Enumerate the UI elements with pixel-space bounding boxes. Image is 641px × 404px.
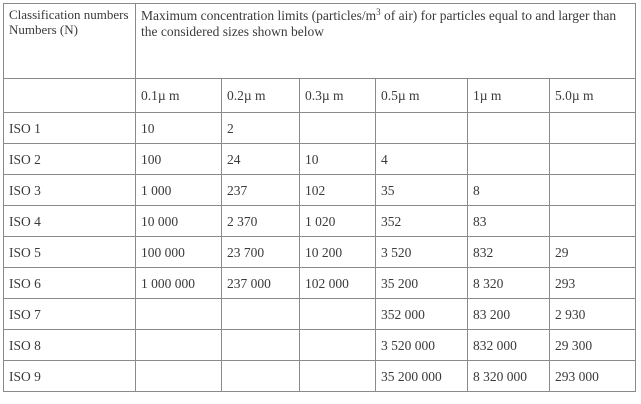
table-row (4, 299, 636, 330)
concentration-cell (550, 144, 636, 175)
table-row (4, 206, 636, 237)
concentration-cell: 2 370 (222, 206, 300, 237)
concentration-cell: 1 020 (300, 206, 376, 237)
concentration-cell: 35 200 000 (376, 361, 468, 392)
concentration-cell: 352 (376, 206, 468, 237)
concentration-cell: 2 (222, 113, 300, 144)
iso-class-cell: ISO 3 (4, 175, 136, 206)
concentration-cell (300, 361, 376, 392)
concentration-cell: 293 000 (550, 361, 636, 392)
concentration-cell: 35 200 (376, 268, 468, 299)
concentration-cell (550, 175, 636, 206)
concentration-cell: 35 (376, 175, 468, 206)
iso-class-cell: ISO 7 (4, 299, 136, 330)
size-header-cell: 0.2µ m (222, 79, 300, 113)
concentration-cell: 237 000 (222, 268, 300, 299)
limits-header-text-end: of air) for particles equal to and larger than the considered sizes shown below (141, 8, 617, 39)
concentration-cell: 10 000 (136, 206, 222, 237)
concentration-cell (136, 299, 222, 330)
size-header-cell: 1µ m (468, 79, 550, 113)
concentration-cell: 1 000 000 (136, 268, 222, 299)
concentration-cell (300, 330, 376, 361)
table-row (4, 268, 636, 299)
concentration-cell: 8 320 (468, 268, 550, 299)
concentration-cell (550, 206, 636, 237)
concentration-cell: 102 (300, 175, 376, 206)
concentration-cell (468, 113, 550, 144)
table-row (4, 330, 636, 361)
concentration-cell (222, 330, 300, 361)
iso-class-cell: ISO 9 (4, 361, 136, 392)
concentration-cell: 3 520 000 (376, 330, 468, 361)
concentration-cell (550, 113, 636, 144)
concentration-cell: 102 000 (300, 268, 376, 299)
size-header-cell: 0.3µ m (300, 79, 376, 113)
concentration-cell (136, 330, 222, 361)
table-header-row (4, 4, 636, 79)
iso-class-cell: ISO 5 (4, 237, 136, 268)
concentration-cell: 237 (222, 175, 300, 206)
concentration-cell: 83 200 (468, 299, 550, 330)
concentration-cell: 29 (550, 237, 636, 268)
concentration-cell: 8 320 000 (468, 361, 550, 392)
particle-size-row (4, 79, 636, 113)
limits-header-text: Maximum concentration limits (particles/m (141, 8, 377, 23)
concentration-cell: 352 000 (376, 299, 468, 330)
iso-class-cell: ISO 8 (4, 330, 136, 361)
concentration-cell (222, 361, 300, 392)
concentration-cell: 100 (136, 144, 222, 175)
concentration-cell: 24 (222, 144, 300, 175)
concentration-cell: 10 200 (300, 237, 376, 268)
concentration-cell (376, 113, 468, 144)
concentration-cell (468, 144, 550, 175)
table-body (4, 113, 636, 392)
concentration-cell: 3 520 (376, 237, 468, 268)
concentration-cell: 293 (550, 268, 636, 299)
iso-class-cell: ISO 6 (4, 268, 136, 299)
classification-header: Classification numbers Numbers (N) (4, 4, 136, 79)
concentration-cell: 10 (300, 144, 376, 175)
iso-classification-table (3, 3, 636, 392)
size-header-cell: 5.0µ m (550, 79, 636, 113)
concentration-limits-header (136, 4, 636, 79)
concentration-cell (222, 299, 300, 330)
iso-class-cell: ISO 4 (4, 206, 136, 237)
limits-header-superscript: 3 (376, 7, 381, 17)
concentration-cell: 4 (376, 144, 468, 175)
concentration-cell (300, 113, 376, 144)
empty-corner-cell (4, 79, 136, 113)
concentration-cell: 8 (468, 175, 550, 206)
table-row (4, 113, 636, 144)
concentration-cell: 23 700 (222, 237, 300, 268)
concentration-cell: 1 000 (136, 175, 222, 206)
concentration-cell: 832 000 (468, 330, 550, 361)
table-row (4, 237, 636, 268)
concentration-cell: 10 (136, 113, 222, 144)
concentration-cell: 2 930 (550, 299, 636, 330)
size-header-cell: 0.5µ m (376, 79, 468, 113)
concentration-cell: 83 (468, 206, 550, 237)
iso-class-cell: ISO 2 (4, 144, 136, 175)
table-row (4, 175, 636, 206)
concentration-cell: 29 300 (550, 330, 636, 361)
size-header-cell: 0.1µ m (136, 79, 222, 113)
concentration-cell (300, 299, 376, 330)
concentration-cell (136, 361, 222, 392)
concentration-cell: 832 (468, 237, 550, 268)
table-row (4, 144, 636, 175)
table-row (4, 361, 636, 392)
iso-class-cell: ISO 1 (4, 113, 136, 144)
concentration-cell: 100 000 (136, 237, 222, 268)
